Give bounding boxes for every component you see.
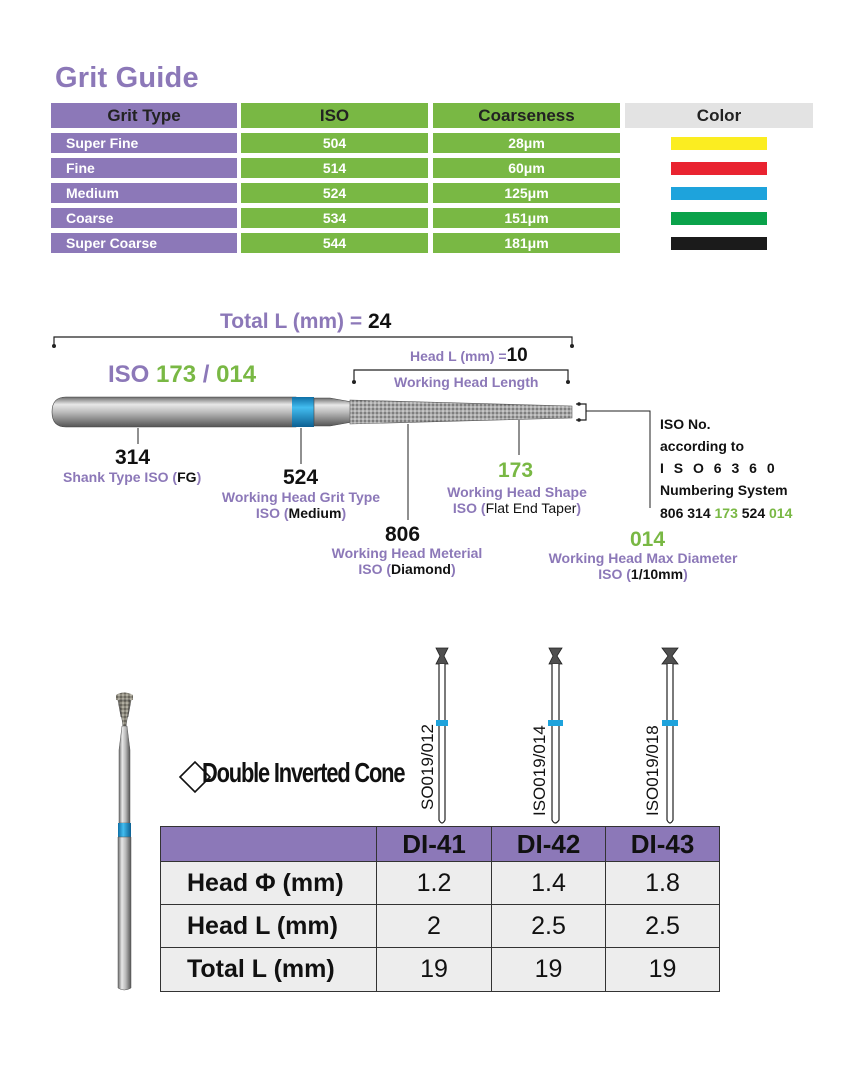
material-label: Working Head Meterial ISO (Diamond) [331,545,483,577]
variant-label-2: ISO019/014 [530,725,549,816]
iso-cell: 514 [241,158,428,178]
spec-header-di43: DI-43 [605,826,720,862]
header-grit-type: Grit Type [51,103,237,128]
iso-code-heading [108,361,256,389]
header-color: Color [625,103,813,128]
iso-diameter-code: 014 [216,361,257,388]
spec-cell: 2 [376,904,492,948]
bur-shank [52,397,296,427]
coarseness-cell: 125μm [433,183,620,203]
coarseness-cell: 60μm [433,158,620,178]
spec-row-head-length [160,904,720,948]
head-length [410,345,528,367]
spec-table-header [160,826,720,862]
bur-variant-2 [548,648,563,823]
spec-cell: 1.2 [376,861,492,905]
head-length-bracket-dot-left [352,380,356,384]
grit-type-cell: Medium [51,183,237,203]
spec-row-label: Total L (mm) [160,947,377,992]
diameter-code: 014 [630,528,666,551]
working-head-length-label: Working Head Length [394,374,539,390]
header-coarseness: Coarseness [433,103,620,128]
spec-header-blank [160,826,377,862]
coarseness-cell: 151μm [433,208,620,228]
spec-row-head-diameter [160,861,720,905]
total-length-value: 24 [367,310,392,333]
shape-code: 173 [498,459,534,482]
spec-cell: 2.5 [605,904,720,948]
spec-header-di42: DI-42 [491,826,606,862]
product-spec-table [160,826,720,992]
spec-cell: 19 [605,947,720,992]
iso-cell: 534 [241,208,428,228]
grit-code: 524 [283,466,319,489]
bur-variant-3 [662,648,678,823]
shape-label: Working Head Shape ISO (Flat End Taper) [447,484,587,516]
spec-row-label: Head Φ (mm) [160,861,377,905]
grit-type-cell: Super Fine [51,133,237,153]
iso-shape-code: 173 [156,361,197,388]
shank-code: 314 [115,446,151,469]
head-length-label: Head L (mm) = [410,348,507,364]
material-code: 806 [385,523,421,546]
iso-cell: 504 [241,133,428,153]
variant-label-1: SO019/012 [418,723,437,810]
diamond-head [350,400,572,424]
iso-cell: 544 [241,233,428,253]
spec-cell: 1.4 [491,861,606,905]
grit-type-label: Working Head Grit Type ISO (Medium) [221,489,381,521]
spec-cell: 19 [376,947,492,992]
spec-cell: 19 [491,947,606,992]
coarseness-cell: 181μm [433,233,620,253]
spec-cell: 2.5 [491,904,606,948]
spec-row-total-length [160,947,720,992]
grit-type-cell: Super Coarse [51,233,237,253]
spec-cell: 1.8 [605,861,720,905]
diameter-label: Working Head Max Diameter ISO (1/10mm) [548,550,738,582]
spec-header-di41: DI-41 [376,826,492,862]
page-title: Grit Guide [55,62,199,94]
head-length-bracket-dot-right [566,380,570,384]
iso-prefix: ISO [108,361,157,388]
product-name: Double Inverted Cone [202,757,405,788]
total-length-label: Total L (mm) = [220,310,368,333]
vertical-bur [116,692,133,990]
grit-type-cell: Fine [51,158,237,178]
iso-cell: 524 [241,183,428,203]
total-length-bracket [54,337,572,345]
grit-type-cell: Coarse [51,208,237,228]
grit-color-band [292,397,314,427]
iso-separator: / [196,361,217,388]
head-length-value: 10 [506,345,528,366]
header-iso: ISO [241,103,428,128]
shank-type-label: Shank Type ISO (FG) [63,469,202,485]
coarseness-cell: 28μm [433,133,620,153]
total-length-bracket-dot-left [52,344,56,348]
bur-neck [314,398,352,426]
variant-label-3: ISO019/018 [643,725,662,816]
diameter-bracket [576,404,586,420]
total-length-bracket-dot-right [570,344,574,348]
iso-number-block: ISO No. according to I S O 6 3 6 0 Numbering System 806 314 173 524 014 [660,416,793,521]
spec-row-label: Head L (mm) [160,904,377,948]
